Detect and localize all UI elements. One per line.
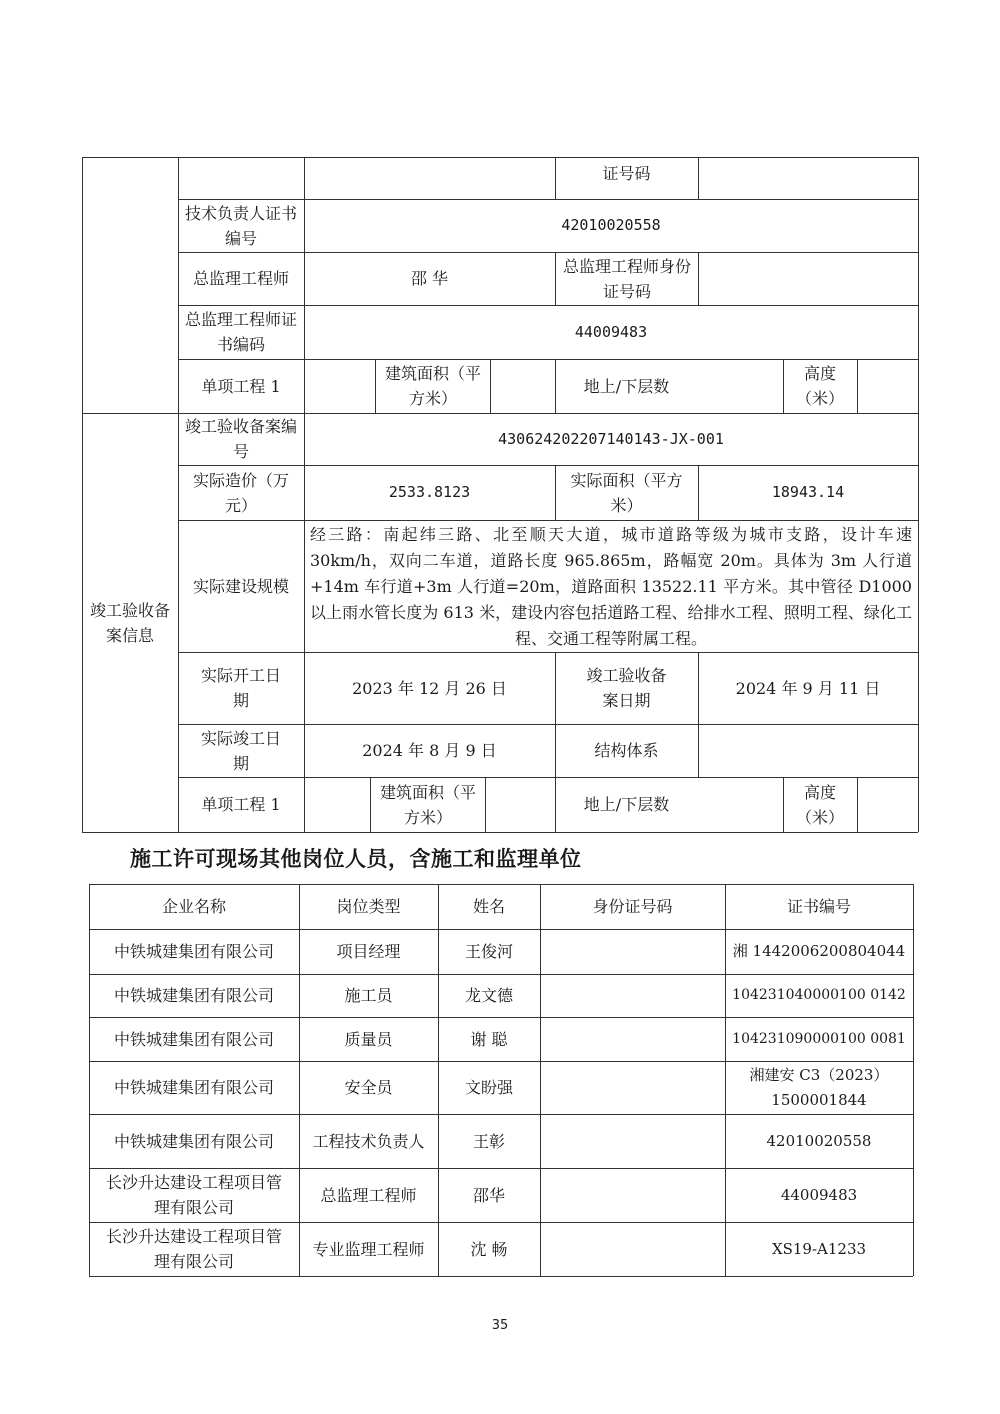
id-cell [540,1061,725,1114]
floors-value [698,359,783,413]
sub-project-label: 单项工程 1 [201,376,281,396]
company-cell: 中铁城建集团有限公司 [113,942,274,961]
cert-cell: 42010020558 [766,1131,872,1150]
header-position: 岗位类型 [336,897,401,916]
floors-value [698,777,783,832]
name-cell: 龙文德 [464,986,513,1005]
actual-scale-value: 经三路：南起纬三路、北至顺天大道，城市道路等级为城市支路，设计车速30km/h，双向二车道，道路长度 965.865m，路幅宽 20m。具体为 3m 人行道+14m 车行道+3m 人行道=20m，道路面积 13522.11 平方米。其中管径 D1000 以上雨水管长度为 613 米，建设内容包括道路工程、给排水工程、照明工程、绿化工程、交通工程等附属工程。 [310,525,912,648]
id-cell [540,929,725,974]
position-cell: 专业监理工程师 [312,1239,425,1259]
cell-value [304,157,555,199]
header-id-number: 身份证号码 [592,897,673,916]
page-number: 35 [491,1318,509,1333]
position-cell: 安全员 [344,1078,393,1097]
floors-label: 地上/下层数 [583,376,670,396]
actual-area-label: 实际面积（平方米） [570,470,683,515]
name-cell: 邵华 [472,1185,505,1205]
name-cell: 谢 聪 [470,1029,508,1049]
actual-start-date-label: 实际开工日期 [200,666,281,710]
position-cell: 项目经理 [336,942,401,961]
company-cell: 中铁城建集团有限公司 [113,986,274,1005]
cell-label [178,157,304,199]
actual-completion-date-value: 2024 年 8 月 9 日 [362,741,497,760]
cert-cell: 104231040000100 0142 [732,987,906,1003]
building-area-label: 建筑面积（平方米） [380,782,477,827]
name-cell: 沈 畅 [470,1239,508,1259]
company-cell: 长沙升达建设工程项目管理有限公司 [105,1173,282,1217]
sub-project-label: 单项工程 1 [201,795,281,814]
name-cell: 王彰 [472,1131,505,1151]
company-cell: 中铁城建集团有限公司 [113,1131,274,1151]
height-value [857,777,918,832]
position-cell: 总监理工程师 [320,1185,417,1205]
chief-supervisor-cert-value: 44009483 [574,322,648,341]
id-cell [540,1017,725,1061]
tech-lead-cert-label: 技术负责人证书编号 [184,203,297,248]
actual-completion-date-label: 实际竣工日期 [200,728,281,773]
position-cell: 工程技术负责人 [312,1131,425,1151]
height-label: 高度（米） [795,782,844,827]
cert-cell: 44009483 [780,1185,858,1204]
actual-scale-label: 实际建设规模 [192,576,289,596]
actual-cost-value: 2533.8123 [388,483,471,501]
name-cell: 文盼强 [464,1078,513,1097]
filing-date-value: 2024 年 9 月 11 日 [735,678,881,698]
height-value [857,359,918,413]
chief-supervisor-value: 邵 华 [410,269,449,288]
cert-cell: XS19-A1233 [771,1239,867,1258]
section-title: 施工许可现场其他岗位人员，含施工和监理单位 [130,847,582,871]
height-label: 高度（米） [795,364,844,408]
sub-project-value [304,359,375,413]
filing-number-label: 竣工验收备案编号 [184,417,297,461]
header-name: 姓名 [472,897,505,916]
chief-supervisor-cert-label: 总监理工程师证书编码 [184,310,297,354]
tech-lead-cert-value: 42010020558 [561,216,661,234]
building-area-value [485,777,555,832]
company-cell: 中铁城建集团有限公司 [113,1029,274,1049]
id-number-value [698,157,918,199]
sub-project-value [304,777,370,832]
id-number-label: 证号码 [602,163,651,183]
company-cell: 中铁城建集团有限公司 [113,1078,274,1097]
building-area-label: 建筑面积（平方米） [385,364,482,408]
structure-system-value [698,724,918,777]
actual-cost-label: 实际造价（万元） [192,470,289,515]
cert-cell: 湘 1442006200804044 [732,942,906,960]
completion-section-label: 竣工验收备案信息 [90,600,171,645]
chief-supervisor-label: 总监理工程师 [192,269,289,288]
header-company: 企业名称 [161,897,226,916]
cert-cell: 湘建安 C3（2023）1500001844 [749,1065,889,1109]
name-cell: 王俊河 [464,942,513,961]
building-area-value [490,359,555,413]
chief-supervisor-id-label: 总监理工程师身份证号码 [562,256,691,301]
chief-supervisor-id-value [698,252,918,305]
cert-cell: 104231090000100 0081 [732,1030,906,1047]
header-cert-number: 证书编号 [786,897,851,916]
filing-number-value: 430624202207140143-JX-001 [498,429,724,448]
filing-date-label: 竣工验收备案日期 [586,666,667,710]
floors-label: 地上/下层数 [583,795,670,814]
id-cell [540,1114,725,1168]
actual-area-value: 18943.14 [771,483,845,501]
position-cell: 施工员 [344,986,393,1005]
id-cell [540,974,725,1017]
id-cell [540,1222,725,1276]
position-cell: 质量员 [344,1029,393,1049]
structure-system-label: 结构体系 [594,741,659,760]
actual-start-date-value: 2023 年 12 月 26 日 [352,678,507,698]
company-cell: 长沙升达建设工程项目管理有限公司 [105,1227,282,1271]
id-cell [540,1168,725,1222]
